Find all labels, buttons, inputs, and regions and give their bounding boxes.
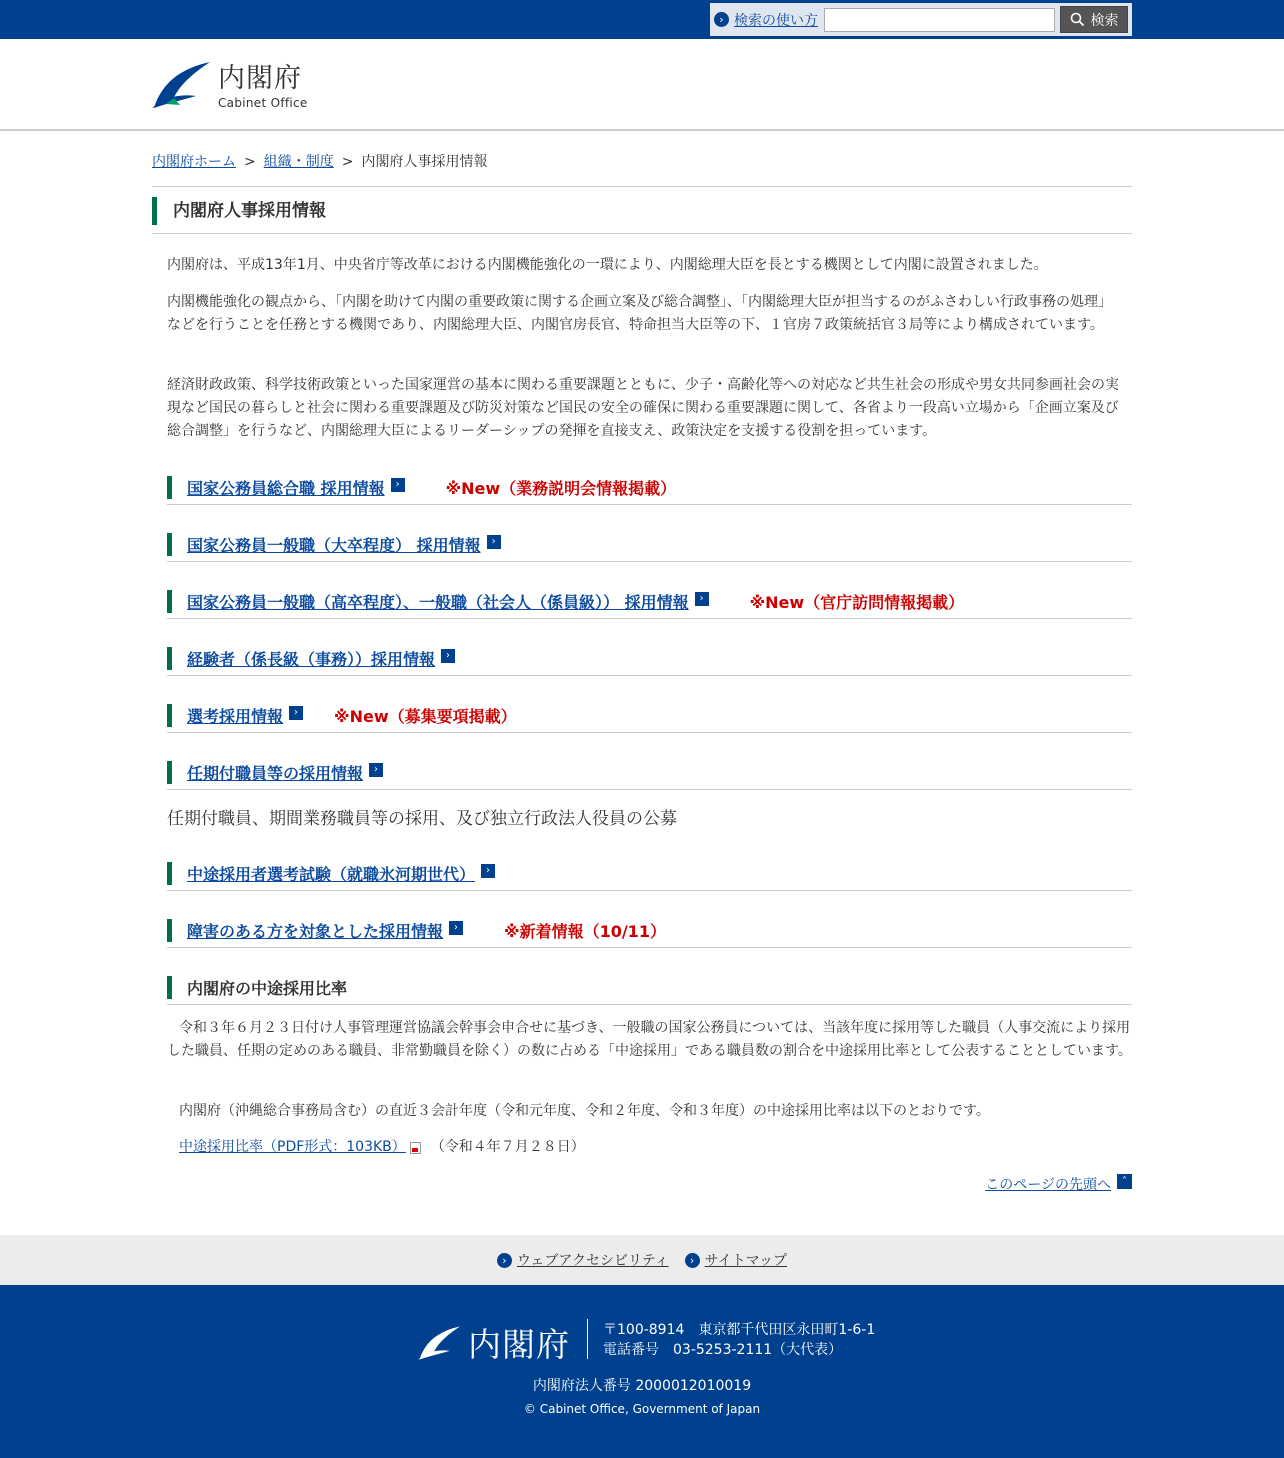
footer-logo xyxy=(418,1319,570,1366)
section-midcareer-ratio xyxy=(167,976,1132,1005)
footer-nav-accessibility[interactable] xyxy=(497,1250,669,1270)
section-bar xyxy=(167,476,172,499)
search-help[interactable] xyxy=(714,10,818,30)
search-input[interactable] xyxy=(824,8,1055,32)
site-footer xyxy=(0,1285,1284,1458)
new-badge: ※New（募集要項掲載） xyxy=(334,707,517,726)
search-button-label: 検索 xyxy=(1090,12,1119,29)
footer-logo-text: 内閣府 xyxy=(468,1325,570,1364)
chevron-right-icon: › xyxy=(369,763,383,777)
chevron-right-icon: › xyxy=(289,706,303,720)
footer-nav xyxy=(0,1235,1284,1285)
intro-paragraph-1: 内閣府は、平成13年1月、中央省庁等改革における内閣機能強化の一環により、内閣総理大臣を長とする機関として内閣に設置されました。 xyxy=(167,257,1048,273)
chevron-up-icon: ˄ xyxy=(1117,1174,1132,1189)
chevron-right-icon: › xyxy=(695,592,709,606)
new-badge: ※New（官庁訪問情報掲載） xyxy=(749,593,965,612)
site-logo[interactable] xyxy=(152,60,308,110)
search-help-link[interactable]: 検索の使い方 xyxy=(734,12,818,29)
breadcrumb-separator: > xyxy=(341,154,354,170)
logo-name-en: Cabinet Office xyxy=(218,96,308,110)
section-link-general-service[interactable]: 国家公務員総合職 採用情報 xyxy=(187,479,385,498)
section-bar xyxy=(167,704,172,727)
footer-address-line: 〒100-8914 東京都千代田区永田町1-6-1 xyxy=(603,1322,876,1338)
footer-nav-accessibility-link[interactable]: ウェブアクセシビリティ xyxy=(516,1253,669,1269)
section-bar xyxy=(167,919,172,942)
chevron-right-icon: › xyxy=(497,1253,512,1268)
section-title-midcareer-ratio: 内閣府の中途採用比率 xyxy=(187,979,348,998)
logo-name-jp: 内閣府 xyxy=(218,63,302,94)
footer-phone-line: 電話番号 03-5253-2111（大代表） xyxy=(603,1342,843,1358)
section-link-disability[interactable]: 障害のある方を対象とした採用情報 xyxy=(187,922,444,941)
section-link-selection[interactable]: 選考採用情報 xyxy=(187,707,284,726)
section-link-general-university[interactable]: 国家公務員一般職（大卒程度） 採用情報 xyxy=(187,536,481,555)
breadcrumb-organization[interactable]: 組織・制度 xyxy=(263,154,334,170)
chevron-right-icon: › xyxy=(449,921,463,935)
top-bar xyxy=(0,0,1284,39)
section-bar xyxy=(167,533,172,556)
section-fixed-term xyxy=(167,761,1132,790)
section-midcareer-exam xyxy=(167,862,1132,891)
chevron-right-icon: › xyxy=(391,478,405,492)
pdf-date: （令和４年７月２８日） xyxy=(430,1139,585,1155)
new-badge: ※新着情報（10/11） xyxy=(504,922,666,941)
chevron-right-icon: › xyxy=(487,535,501,549)
section-general-university xyxy=(167,533,1132,562)
midcareer-paragraph-2: 内閣府（沖縄総合事務局含む）の直近３会計年度（令和元年度、令和２年度、令和３年度）の中途採用比率は以下のとおりです。 xyxy=(179,1103,990,1119)
breadcrumb xyxy=(152,151,487,171)
cabinet-office-logo-icon xyxy=(152,60,210,110)
footer-address xyxy=(603,1320,875,1360)
fixed-term-description: 任期付職員、期間業務職員等の採用、及び独立行政法人役員の公募 xyxy=(167,809,677,829)
intro-paragraph-2: 内閣機能強化の観点から、「内閣を助けて内閣の重要政策に関する企画立案及び総合調整」、「内閣総理大臣が担当するのがふさわしい行政事務の処理」などを行うことを任務とする機関であり、内閣総理大臣、内閣官房長官、特命担当大臣等の下、１官房７政策統括官３局等により構成されています。 xyxy=(167,294,1112,333)
search-icon xyxy=(1070,12,1085,27)
section-experienced xyxy=(167,647,1132,676)
footer-copyright: © Cabinet Office, Government of Japan xyxy=(523,1402,761,1416)
breadcrumb-separator: > xyxy=(244,154,256,170)
section-bar xyxy=(167,862,172,885)
new-badge: ※New（業務説明会情報掲載） xyxy=(445,479,677,498)
footer-nav-sitemap[interactable] xyxy=(685,1250,787,1270)
site-header xyxy=(0,39,1284,131)
pdf-line xyxy=(179,1136,585,1156)
pdf-icon xyxy=(410,1142,421,1154)
midcareer-pdf-link[interactable]: 中途採用比率（PDF形式：103KB） xyxy=(179,1139,406,1155)
page-title-wrap xyxy=(152,186,1132,234)
page-top-link[interactable] xyxy=(985,1174,1132,1194)
search-button[interactable] xyxy=(1060,6,1128,33)
footer-divider xyxy=(587,1319,588,1359)
breadcrumb-current: 内閣府人事採用情報 xyxy=(361,154,488,170)
chevron-right-icon: › xyxy=(714,12,729,27)
section-disability xyxy=(167,919,1132,948)
page-top-link-label[interactable]: このページの先頭へ xyxy=(985,1177,1111,1193)
footer-nav-sitemap-link[interactable]: サイトマップ xyxy=(704,1253,788,1269)
section-general-service xyxy=(167,476,1132,505)
section-selection xyxy=(167,704,1132,733)
footer-corporate-number: 内閣府法人番号 2000012010019 xyxy=(532,1378,752,1394)
chevron-right-icon: › xyxy=(441,649,455,663)
section-link-fixed-term[interactable]: 任期付職員等の採用情報 xyxy=(187,764,364,783)
breadcrumb-home[interactable]: 内閣府ホーム xyxy=(152,154,236,170)
section-link-experienced[interactable]: 経験者（係長級（事務））採用情報 xyxy=(187,650,436,669)
section-link-midcareer-exam[interactable]: 中途採用者選考試験（就職氷河期世代） xyxy=(187,865,476,884)
section-link-general-highschool[interactable]: 国家公務員一般職（高卒程度）、一般職（社会人（係員級）） 採用情報 xyxy=(187,593,689,612)
search-box xyxy=(710,3,1132,36)
midcareer-paragraph-1: 令和３年６月２３日付け人事管理運営協議会幹事会申合せに基づき、一般職の国家公務員については、当該年度に採用等した職員（人事交流により採用した職員、任期の定めのある職員、非常勤職員を除く）の数に占める「中途採用」である職員数の割合を中途採用比率として公表することとしています。 xyxy=(167,1020,1132,1059)
section-bar xyxy=(167,590,172,613)
section-bar xyxy=(167,976,172,999)
intro-paragraph-3: 経済財政政策、科学技術政策といった国家運営の基本に関わる重要課題とともに、少子・高齢化等への対応など共生社会の形成や男女共同参画社会の実現など国民の暮らしと社会に関わる重要課題及び防災対策など国民の安全の確保に関わる重要課題に関して、各省より一段高い立場から「企画立案及び総合調整」を行うなど、内閣総理大臣によるリーダーシップの発揮を直接支え、政策決定を支援する役割を担っています。 xyxy=(167,377,1119,439)
section-bar xyxy=(167,761,172,784)
section-general-highschool xyxy=(167,590,1132,619)
chevron-right-icon: › xyxy=(685,1253,700,1268)
section-bar xyxy=(167,647,172,670)
cabinet-office-logo-icon xyxy=(418,1325,460,1361)
page-title: 内閣府人事採用情報 xyxy=(152,197,326,225)
chevron-right-icon: › xyxy=(481,864,495,878)
